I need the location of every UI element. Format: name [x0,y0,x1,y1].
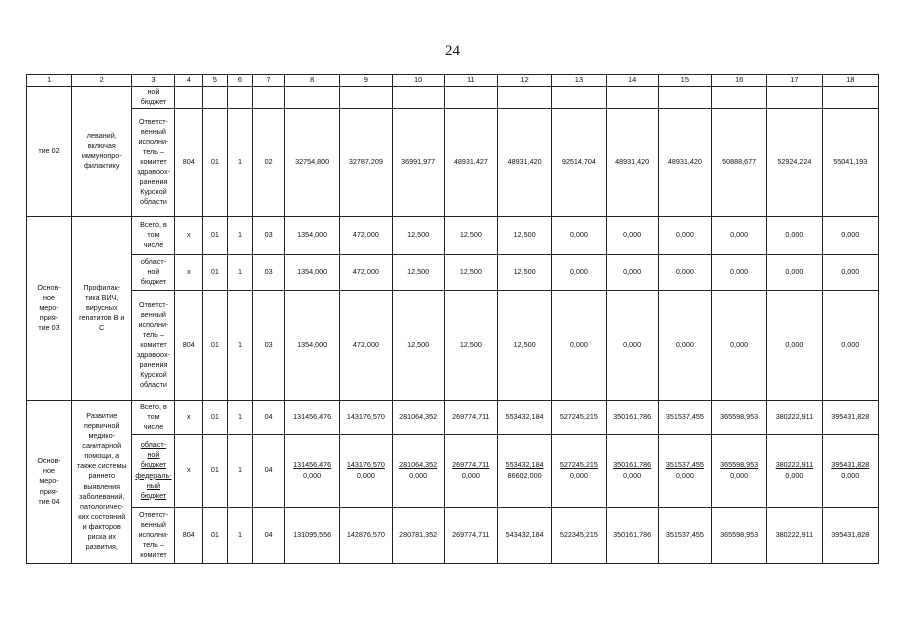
value-cell: 380222,911 [767,507,822,563]
column-header: 2 [72,75,132,87]
column-header: 15 [658,75,711,87]
value-cell: 395431,828 [822,400,878,434]
value-cell: 522345,215 [552,507,606,563]
table-row [27,108,879,216]
value-cell: 0,000 [658,290,711,400]
federal-value: 0,000 [841,470,860,480]
value-cell: 0,000 [606,216,658,254]
source-cell: област- ной бюджет [132,254,175,290]
value-cell: 365598,953 [711,507,766,563]
code-cell: 03 [253,290,285,400]
table-row [27,434,879,507]
value-cell [444,434,497,507]
value-cell: 12,500 [392,254,444,290]
code-cell: 01 [203,434,228,507]
code-cell: 03 [253,254,285,290]
value-cell: 50888,677 [711,108,766,216]
table-row [27,216,879,254]
budget-value: 365598,953 [720,460,759,470]
value-cell [497,86,551,108]
code-cell: 804 [175,507,203,563]
value-cell: 0,000 [658,216,711,254]
value-cell: 1354,000 [284,290,339,400]
value-cell: 0,000 [767,216,822,254]
code-cell: 1 [227,507,253,563]
value-cell: 48931,420 [606,108,658,216]
value-cell: 12,500 [444,254,497,290]
code-cell [203,86,228,108]
code-cell: 1 [227,216,253,254]
source-cell: Ответст- венный исполни- тель – комитет здравоох- ранения Курской области [132,108,175,216]
value-cell: 0,000 [767,254,822,290]
value-cell [822,434,878,507]
column-header: 12 [497,75,551,87]
column-header: 4 [175,75,203,87]
value-cell: 1354,000 [284,254,339,290]
page-number: 24 [445,43,460,59]
budget-value: 350161,786 [613,460,652,470]
value-cell: 12,500 [392,290,444,400]
code-cell: 1 [227,400,253,434]
value-cell [606,434,658,507]
value-cell: 48931,427 [444,108,497,216]
code-cell: 01 [203,254,228,290]
code-cell: 01 [203,507,228,563]
code-cell: 04 [253,400,285,434]
code-cell [253,86,285,108]
value-cell: 12,500 [444,216,497,254]
value-cell: 0,000 [767,290,822,400]
federal-value: 0,000 [356,470,375,480]
code-cell: x [175,254,203,290]
federal-value: 0,000 [569,470,588,480]
code-cell: 04 [253,507,285,563]
value-cell [552,86,606,108]
value-cell: 0,000 [552,216,606,254]
value-cell: 472,000 [340,216,392,254]
value-cell [340,86,392,108]
column-header: 1 [27,75,72,87]
value-cell: 0,000 [822,290,878,400]
table-row [27,290,879,400]
value-cell: 32787,209 [340,108,392,216]
code-cell: 1 [227,290,253,400]
code-cell: x [175,434,203,507]
value-cell [822,86,878,108]
federal-value: 0,000 [461,470,480,480]
value-cell [658,86,711,108]
value-cell: 1354,000 [284,216,339,254]
measure-cell: Основ- ное меро- прия- тие 03 [27,216,72,400]
value-cell [340,434,392,507]
value-cell [444,86,497,108]
federal-value: 0,000 [675,470,694,480]
value-cell: 32754,800 [284,108,339,216]
budget-value: 143176,570 [346,460,385,470]
code-cell: 01 [203,216,228,254]
code-cell: 03 [253,216,285,254]
source-cell: Всего, в том числе [132,216,175,254]
value-cell: 142876,570 [340,507,392,563]
code-cell: 1 [227,434,253,507]
value-cell [767,434,822,507]
code-cell: 804 [175,290,203,400]
value-cell [392,434,444,507]
value-cell: 281064,352 [392,400,444,434]
budget-value: 131456,476 [293,460,332,470]
budget-value: 269774,711 [452,460,490,470]
table-row [27,507,879,563]
code-cell: x [175,400,203,434]
code-cell: 04 [253,434,285,507]
value-cell [711,86,766,108]
value-cell: 380222,911 [767,400,822,434]
value-cell: 350161,786 [606,507,658,563]
source-cell: Ответст- венный исполни- тель – комитет [132,507,175,563]
budget-value: 395431,828 [831,460,870,470]
value-cell [711,434,766,507]
value-cell [552,434,606,507]
value-cell: 472,000 [340,290,392,400]
value-cell: 0,000 [711,216,766,254]
value-cell: 55041,193 [822,108,878,216]
column-header: 13 [552,75,606,87]
measure-cell: тие 02 [27,86,72,216]
value-cell: 0,000 [552,290,606,400]
value-cell: 52924,224 [767,108,822,216]
value-cell: 0,000 [711,290,766,400]
value-cell: 92514,704 [552,108,606,216]
code-cell: 02 [253,108,285,216]
value-cell: 131095,556 [284,507,339,563]
column-header: 3 [132,75,175,87]
column-header: 17 [767,75,822,87]
source-cell: ной бюджет [132,86,175,108]
value-cell: 350161,786 [606,400,658,434]
value-cell [284,86,339,108]
value-cell [497,434,551,507]
federal-value: 0,000 [785,470,804,480]
table-row [27,86,879,108]
value-cell: 395431,828 [822,507,878,563]
value-cell: 36991,977 [392,108,444,216]
value-cell: 12,500 [444,290,497,400]
value-cell [392,86,444,108]
value-cell: 269774,711 [444,507,497,563]
value-cell: 269774,711 [444,400,497,434]
header-row [27,75,879,87]
federal-value: 0,000 [409,470,428,480]
code-cell: 1 [227,108,253,216]
value-cell: 12,500 [392,216,444,254]
value-cell: 12,500 [497,216,551,254]
value-cell: 12,500 [497,254,551,290]
value-cell: 527245,215 [552,400,606,434]
value-cell: 131456,476 [284,400,339,434]
value-cell [606,86,658,108]
column-header: 11 [444,75,497,87]
value-cell: 0,000 [658,254,711,290]
column-header: 7 [253,75,285,87]
source-cell: Всего, в том числе [132,400,175,434]
measure-cell: Основ- ное меро- прия- тие 04 [27,400,72,563]
value-cell: 0,000 [822,254,878,290]
column-header: 14 [606,75,658,87]
budget-value: 527245,215 [559,460,598,470]
source-cell: Ответст- венный исполни- тель – комитет здравоох- ранения Курской области [132,290,175,400]
budget-value: 351537,455 [665,460,704,470]
code-cell: 1 [227,254,253,290]
value-cell: 0,000 [822,216,878,254]
value-cell: 0,000 [711,254,766,290]
code-cell: x [175,216,203,254]
federal-value: 0,000 [303,470,322,480]
column-header: 9 [340,75,392,87]
federal-value: 0,000 [623,470,642,480]
budget-value: 380222,911 [775,460,814,470]
value-cell: 351537,455 [658,400,711,434]
code-cell: 804 [175,108,203,216]
code-cell: 01 [203,108,228,216]
value-cell: 543432,184 [497,507,551,563]
value-cell: 12,500 [497,290,551,400]
column-header: 6 [227,75,253,87]
budget-value: 281064,352 [399,460,438,470]
value-cell: 0,000 [606,290,658,400]
code-cell [175,86,203,108]
code-cell: 01 [203,290,228,400]
value-cell: 365598,953 [711,400,766,434]
federal-value: 86602,000 [507,470,542,480]
value-cell [767,86,822,108]
value-cell: 280781,352 [392,507,444,563]
column-header: 8 [284,75,339,87]
value-cell [658,434,711,507]
value-cell: 48931,420 [658,108,711,216]
value-cell [284,434,339,507]
column-header: 10 [392,75,444,87]
code-cell [227,86,253,108]
budget-table [26,74,879,564]
value-cell: 553432,184 [497,400,551,434]
column-header: 16 [711,75,766,87]
budget-value: 553432,184 [505,460,544,470]
source-cell: област- ной бюджет федераль- ный бюджет [132,434,175,507]
value-cell: 0,000 [606,254,658,290]
value-cell: 143176,570 [340,400,392,434]
column-header: 18 [822,75,878,87]
federal-value: 0,000 [730,470,749,480]
column-header: 5 [203,75,228,87]
measure-name-cell: леваний, включая иммунопро- филактику [72,86,132,216]
value-cell: 0,000 [552,254,606,290]
measure-name-cell: Развитие первичной медико- санитарной помощи, а также системы раннего выявления заболеваний, патологичес- ких состояний и факторов риска их развития, [72,400,132,563]
table-row [27,400,879,434]
value-cell: 351537,455 [658,507,711,563]
value-cell: 48931,420 [497,108,551,216]
table-row [27,254,879,290]
code-cell: 01 [203,400,228,434]
measure-name-cell: Профилак- тика ВИЧ, вирусных гепатитов В и С [72,216,132,400]
value-cell: 472,000 [340,254,392,290]
